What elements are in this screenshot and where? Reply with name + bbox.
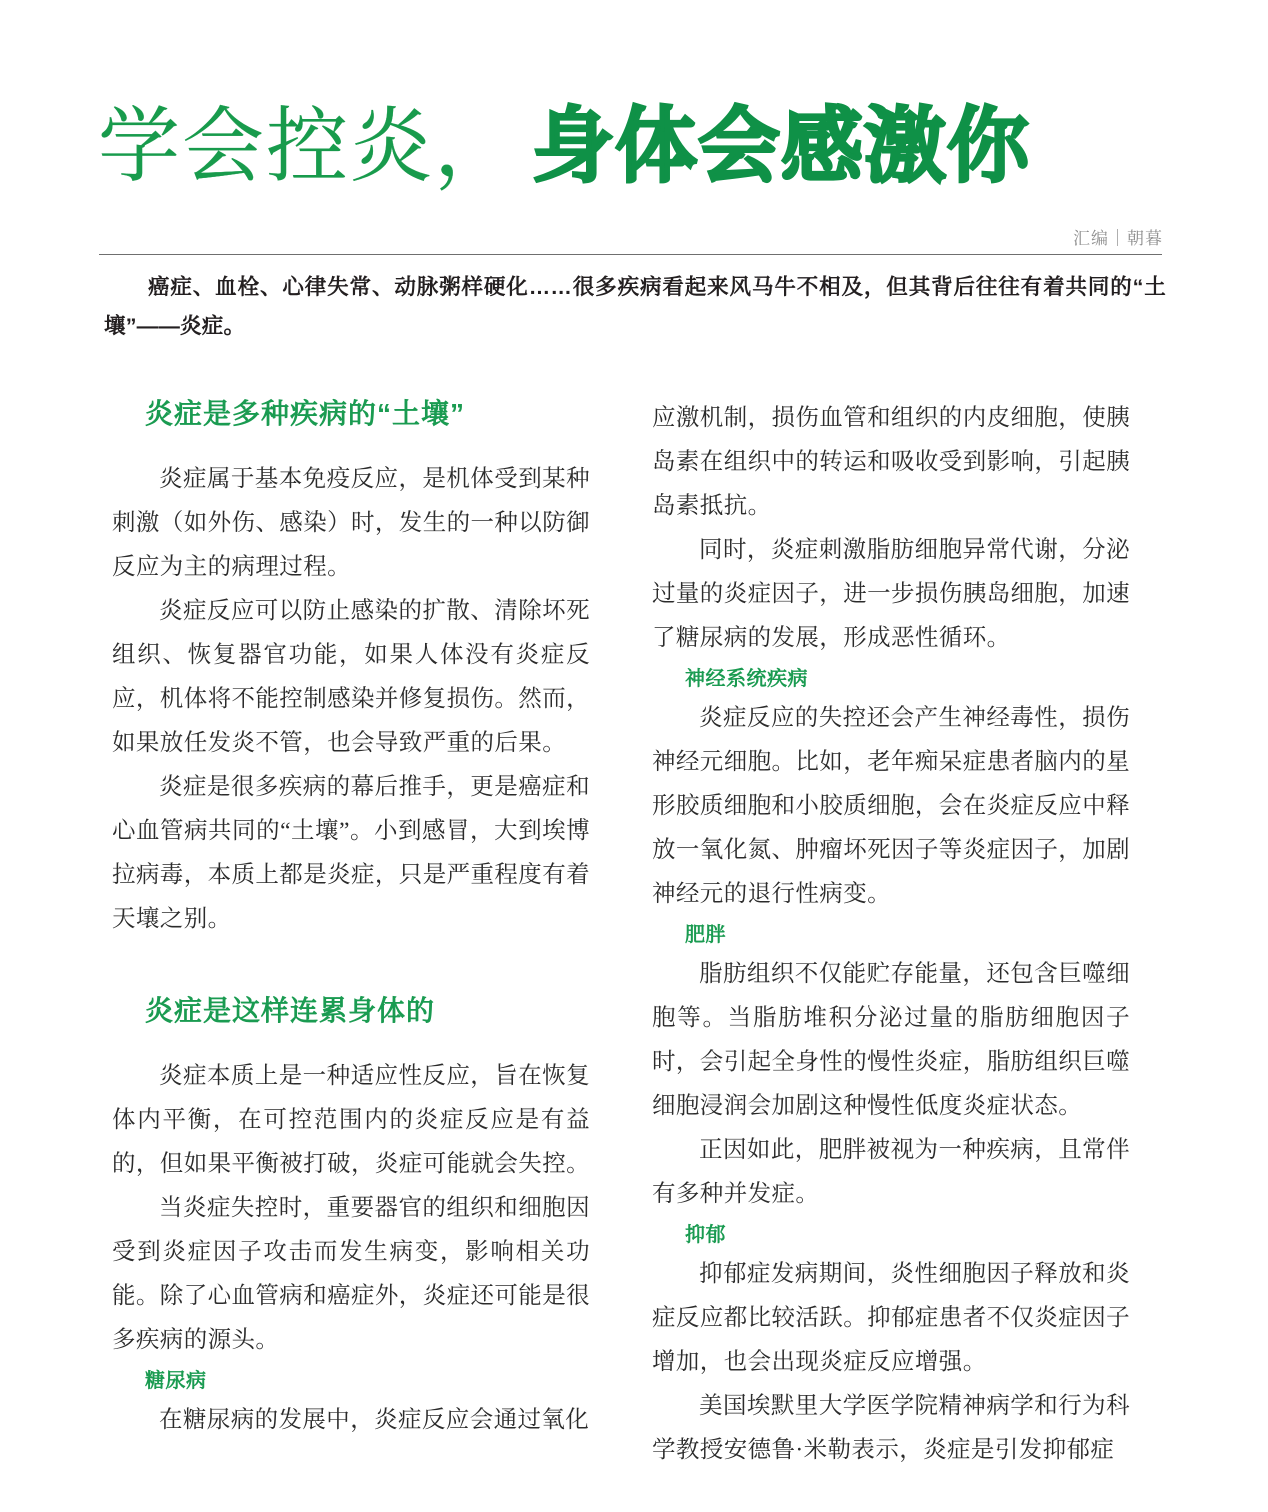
header-divider bbox=[99, 254, 1162, 255]
body-paragraph: 当炎症失控时，重要器官的组织和细胞因受到炎症因子攻击而发生病变，影响相关功能。除了心血管病和癌症外，炎症还可能是很多疾病的源头。 bbox=[112, 1195, 590, 1353]
body-paragraph: 炎症反应的失控还会产生神经毒性，损伤神经元细胞。比如，老年痴呆症患者脑内的星形胶质细胞和小胶质细胞，会在炎症反应中释放一氧化氮、肿瘤坏死因子等炎症因子，加剧神经元的退行性病变。 bbox=[652, 705, 1130, 907]
sub-heading: 糖尿病 bbox=[145, 1370, 207, 1392]
article-masthead bbox=[98, 101, 1163, 192]
body-paragraph: 应激机制，损伤血管和组织的内皮细胞，使胰岛素在组织中的转运和吸收受到影响，引起胰岛素抵抗。 bbox=[652, 405, 1130, 519]
column-right bbox=[652, 396, 1130, 1472]
sub-heading: 肥胖 bbox=[685, 924, 726, 946]
body-paragraph: 抑郁症发病期间，炎性细胞因子释放和炎症反应都比较活跃。抑郁症患者不仅炎症因子增加，也会出现炎症反应增强。 bbox=[652, 1261, 1130, 1375]
title-part-light: 学会控炎， bbox=[98, 101, 519, 192]
section-heading: 炎症是这样连累身体的 bbox=[145, 995, 436, 1026]
column-left bbox=[112, 396, 590, 1442]
section-heading: 炎症是多种疾病的“土壤” bbox=[145, 398, 466, 429]
body-paragraph: 炎症是很多疾病的幕后推手，更是癌症和心血管病共同的“土壤”。小到感冒，大到埃博拉病毒，本质上都是炎症，只是严重程度有着天壤之别。 bbox=[112, 774, 590, 932]
body-paragraph: 在糖尿病的发展中，炎症反应会通过氧化 bbox=[159, 1407, 590, 1433]
body-paragraph: 同时，炎症刺激脂肪细胞异常代谢，分泌过量的炎症因子，进一步损伤胰岛细胞，加速了糖尿病的发展，形成恶性循环。 bbox=[652, 537, 1130, 651]
sub-heading: 神经系统疾病 bbox=[685, 668, 808, 690]
body-paragraph: 正因如此，肥胖被视为一种疾病，且常伴有多种并发症。 bbox=[652, 1137, 1130, 1207]
body-paragraph: 炎症属于基本免疫反应，是机体受到某种刺激（如外伤、感染）时，发生的一种以防御反应为主的病理过程。 bbox=[112, 466, 590, 580]
lead-paragraph: 癌症、血栓、心律失常、动脉粥样硬化……很多疾病看起来风马牛不相及，但其背后往往有着共同的“土壤”——炎症。 bbox=[104, 275, 1166, 338]
page-title bbox=[98, 101, 1163, 192]
body-paragraph: 美国埃默里大学医学院精神病学和行为科学教授安德鲁·米勒表示，炎症是引发抑郁症 bbox=[652, 1393, 1130, 1463]
body-paragraph: 炎症本质上是一种适应性反应，旨在恢复体内平衡，在可控范围内的炎症反应是有益的，但如果平衡被打破，炎症可能就会失控。 bbox=[112, 1063, 590, 1177]
title-part-bold: 身体会感激你 bbox=[532, 101, 1031, 192]
body-paragraph: 脂肪组织不仅能贮存能量，还包含巨噬细胞等。当脂肪堆积分泌过量的脂肪细胞因子时，会引起全身性的慢性炎症，脂肪组织巨噬细胞浸润会加剧这种慢性低度炎症状态。 bbox=[652, 961, 1130, 1119]
byline: 汇编｜朝暮 bbox=[1073, 229, 1163, 248]
body-paragraph: 炎症反应可以防止感染的扩散、清除坏死组织、恢复器官功能，如果人体没有炎症反应，机体将不能控制感染并修复损伤。然而，如果放任发炎不管，也会导致严重的后果。 bbox=[112, 598, 590, 756]
sub-heading: 抑郁 bbox=[685, 1224, 726, 1246]
